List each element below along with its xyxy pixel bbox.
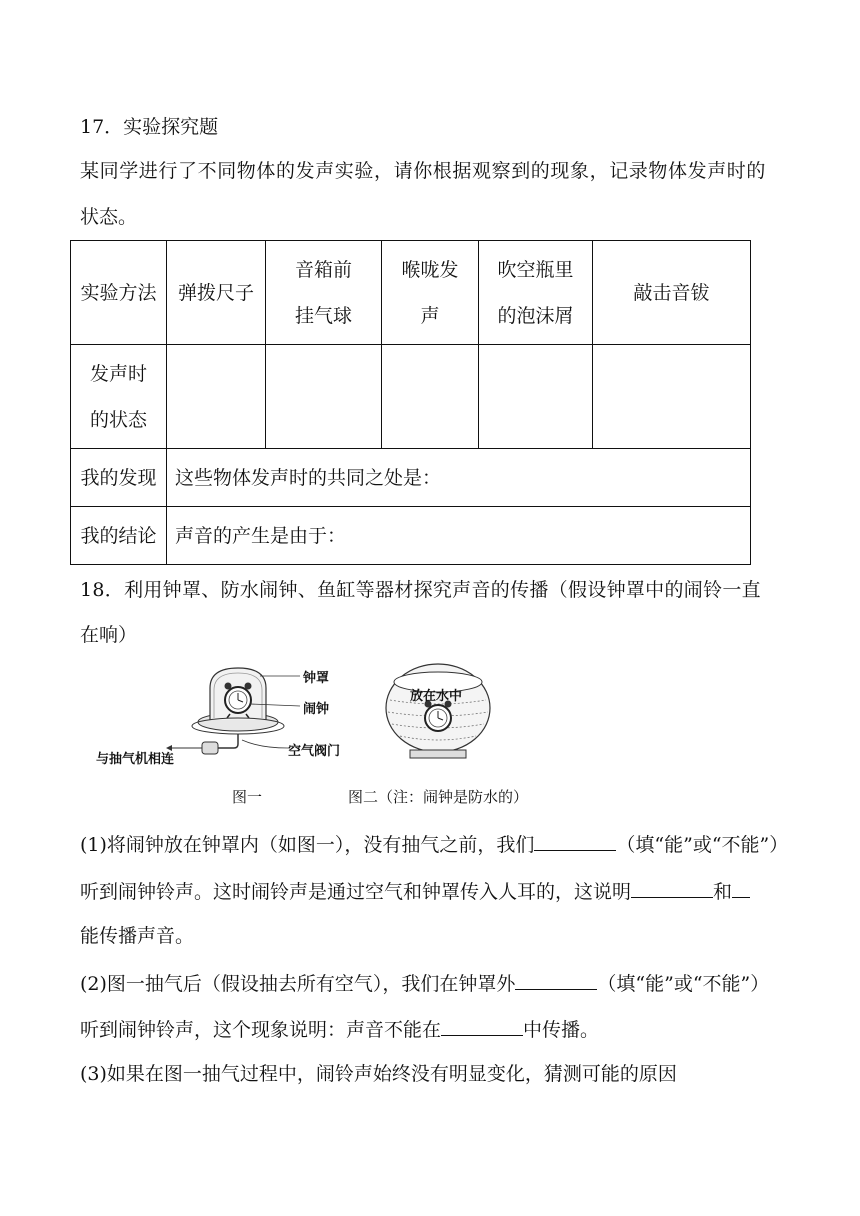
cell-method-balloon: 音箱前 挂气球	[266, 241, 382, 345]
cell-conclusion-header: 我的结论	[71, 507, 167, 565]
table-row-finding	[71, 449, 751, 507]
q17-title: 17．实验探究题	[80, 116, 219, 138]
fish-tank-figure	[386, 664, 490, 758]
caption-figure1: 图一	[232, 788, 263, 806]
cell-state-cymbal[interactable]	[593, 345, 751, 449]
cell-state-ruler[interactable]	[167, 345, 266, 449]
q18-title-line1: 18．利用钟罩、防水闹钟、鱼缸等器材探究声音的传播（假设钟罩中的闹铃一直	[80, 579, 761, 601]
cell-finding-text[interactable]: 这些物体发声时的共同之处是：	[167, 449, 751, 507]
cell-state-header: 发声时 的状态	[71, 345, 167, 449]
bell-jar-figure	[166, 668, 300, 754]
label-pump: 与抽气机相连	[96, 752, 175, 767]
cell-method-cymbal: 敲击音钹	[593, 241, 751, 345]
cell-method-header: 实验方法	[71, 241, 167, 345]
cell-finding-header: 我的发现	[71, 449, 167, 507]
answer-blank-1[interactable]	[534, 830, 616, 851]
label-air-valve: 空气阀门	[288, 744, 341, 759]
label-clock: 闹钟	[303, 702, 330, 717]
q18-part3-line1: (3)如果在图一抽气过程中，闹铃声始终没有明显变化，猜测可能的原因	[80, 1063, 677, 1085]
answer-blank-3[interactable]	[732, 877, 750, 898]
caption-figure2: 图二（注：闹钟是防水的）	[348, 788, 529, 806]
cell-state-throat[interactable]	[382, 345, 479, 449]
table-row-conclusion	[71, 507, 751, 565]
label-bell-jar: 钟罩	[303, 671, 330, 686]
table-row-states	[71, 345, 751, 449]
answer-blank-5[interactable]	[441, 1015, 523, 1036]
cell-method-throat: 喉咙发 声	[382, 241, 479, 345]
q18-title-line2: 在响）	[80, 624, 138, 646]
cell-state-bottle[interactable]	[479, 345, 593, 449]
cell-conclusion-text[interactable]: 声音的产生是由于：	[167, 507, 751, 565]
q18-part2-line1: (2)图一抽气后（假设抽去所有空气），我们在钟罩外 （填“能”或“不能”）	[80, 969, 769, 997]
label-water: 放在水中	[410, 689, 463, 704]
table-row-methods	[71, 241, 751, 345]
cell-method-bottle: 吹空瓶里 的泡沫屑	[479, 241, 593, 345]
q18-part1-line1: (1)将闹钟放在钟罩内（如图一），没有抽气之前，我们 （填“能”或“不能”）	[80, 830, 788, 858]
q17-intro-line2: 状态。	[80, 206, 138, 228]
q18-part2-line2: 听到闹钟铃声，这个现象说明：声音不能在 中传播。	[80, 1015, 599, 1043]
experiment-table	[70, 240, 751, 565]
cell-state-balloon[interactable]	[266, 345, 382, 449]
q18-part1-line2: 听到闹钟铃声。这时闹铃声是通过空气和钟罩传入人耳的，这说明 和	[80, 877, 750, 905]
answer-blank-2[interactable]	[631, 877, 713, 898]
answer-blank-4[interactable]	[515, 969, 597, 990]
q18-part1-line3: 能传播声音。	[80, 925, 195, 947]
q17-intro-line1: 某同学进行了不同物体的发声实验，请你根据观察到的现象，记录物体发声时的	[80, 160, 767, 182]
cell-method-ruler: 弹拨尺子	[167, 241, 266, 345]
